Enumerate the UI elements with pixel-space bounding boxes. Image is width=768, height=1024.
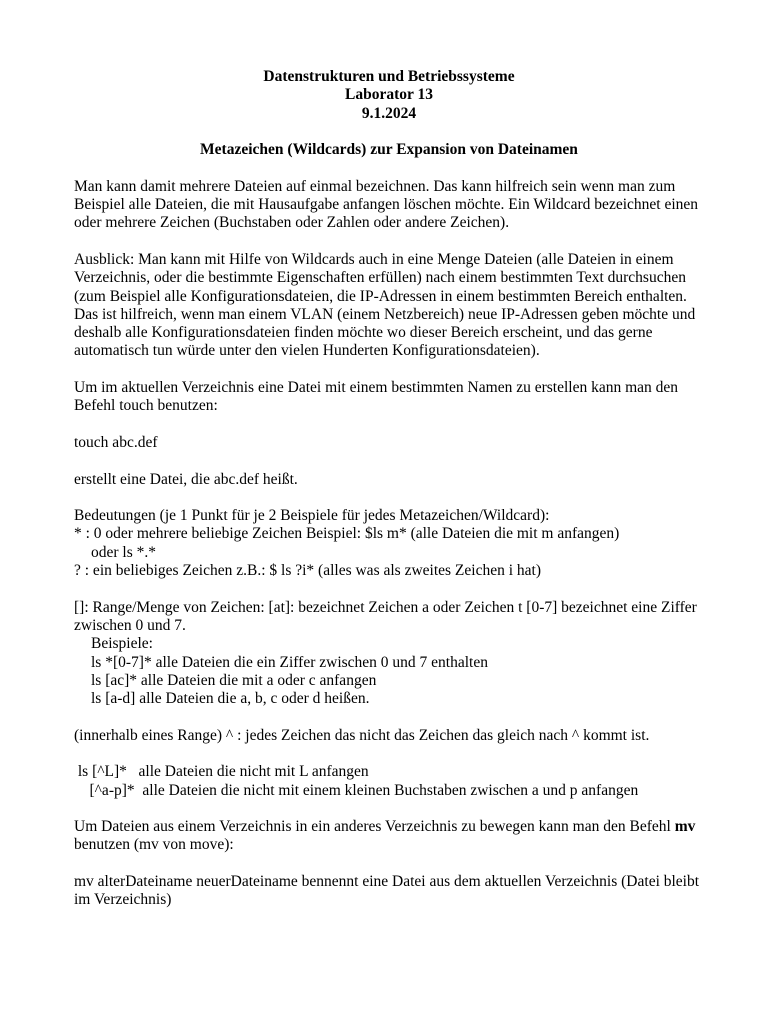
mv-command-bold: mv: [674, 818, 696, 836]
touch-command: touch abc.def: [74, 433, 158, 451]
paragraph-ausblick: Ausblick: Man kann mit Hilfe von Wildcards auch in eine Menge Dateien (alle Dateien in einem Verzeichnis, oder die bestimmte Eigenschaften erfüllen) nach einem bestimmten Text durchsuchen (zum Beispiel alle Konfigurationsdateien, die IP-Adressen in einem bestimmten Bereich enthalten. Das ist hilfreich, wenn man einem VLAN (einem Netzbereich) neue IP-Adressen geben möchte und deshalb alle Konfigurationsdateien finden möchte wo dieser Bereich erscheint, und das gerne automatisch tun würde unter den vielen Hunderten Konfigurationsdateien).: [74, 250, 696, 360]
document-body: [74, 68, 704, 910]
document-header: [74, 68, 704, 123]
paragraph-intro: Man kann damit mehrere Dateien auf einmal bezeichnen. Das kann hilfreich sein wenn man zum Beispiel alle Dateien, die mit Hausaufgabe anfangen löschen möchte. Ein Wildcard bezeichnet einen oder mehrere Zeichen (Buchstaben oder Zahlen oder andere Zeichen).: [74, 177, 699, 232]
touch-result: erstellt eine Datei, die abc.def heißt.: [74, 470, 298, 488]
wildcard-question-line: ? : ein beliebiges Zeichen z.B.: $ ls ?i* (alles was als zweites Zeichen i hat): [74, 562, 541, 580]
caret-example-2: [^a-p]* alle Dateien die nicht mit einem kleinen Buchstaben zwischen a und p anfangen: [74, 781, 639, 799]
spacer: [74, 745, 704, 763]
spacer: [74, 489, 704, 507]
spacer: [74, 416, 704, 434]
wildcard-star-line: * : 0 oder mehrere beliebige Zeichen Beispiel: $ls m* (alle Dateien die mit m anfangen): [74, 525, 620, 543]
spacer: [74, 800, 704, 818]
range-example-3: ls [a-d] alle Dateien die a, b, c oder d heißen.: [91, 690, 370, 708]
mv-rename: mv alterDateiname neuerDateiname bennennt eine Datei aus dem aktuellen Verzeichnis (Datei bleibt im Verzeichnis): [74, 873, 700, 909]
range-example-2: ls [ac]* alle Dateien die mit a oder c anfangen: [91, 671, 377, 689]
spacer: [74, 233, 704, 251]
mv-intro-after: benutzen (mv von move):: [74, 836, 234, 854]
lab-date: 9.1.2024: [361, 104, 417, 122]
section-title: Metazeichen (Wildcards) zur Expansion von Dateinamen: [200, 141, 578, 159]
spacer: [74, 361, 704, 379]
spacer: [74, 452, 704, 470]
caret-intro: (innerhalb eines Range) ^ : jedes Zeichen das nicht das Zeichen das gleich nach ^ kommt ist.: [74, 726, 650, 744]
lab-title: Laborator 13: [345, 86, 433, 104]
meanings-heading: Bedeutungen (je 1 Punkt für je 2 Beispiele für jedes Metazeichen/Wildcard):: [74, 507, 550, 525]
spacer: [74, 708, 704, 726]
range-intro: []: Range/Menge von Zeichen: [at]: bezeichnet Zeichen a oder Zeichen t [0-7] bezeichnet eine Ziffer zwischen 0 und 7.: [74, 598, 697, 634]
spacer: [74, 159, 704, 177]
course-title: Datenstrukturen und Betriebssysteme: [263, 68, 515, 85]
paragraph-touch-intro: Um im aktuellen Verzeichnis eine Datei mit einem bestimmten Namen zu erstellen kann man den Befehl touch benutzen:: [74, 379, 679, 415]
wildcard-star-line-2: oder ls *.*: [91, 543, 157, 561]
caret-example-1: ls [^L]* alle Dateien die nicht mit L anfangen: [74, 763, 369, 781]
range-example-1: ls *[0-7]* alle Dateien die ein Ziffer zwischen 0 und 7 enthalten: [91, 653, 488, 671]
spacer: [74, 580, 704, 598]
spacer: [74, 123, 704, 141]
mv-intro-before: Um Dateien aus einem Verzeichnis in ein anderes Verzeichnis zu bewegen kann man den Befehl: [74, 818, 675, 836]
spacer: [74, 855, 704, 873]
range-examples-label: Beispiele:: [91, 635, 153, 653]
mv-intro: [74, 818, 704, 855]
